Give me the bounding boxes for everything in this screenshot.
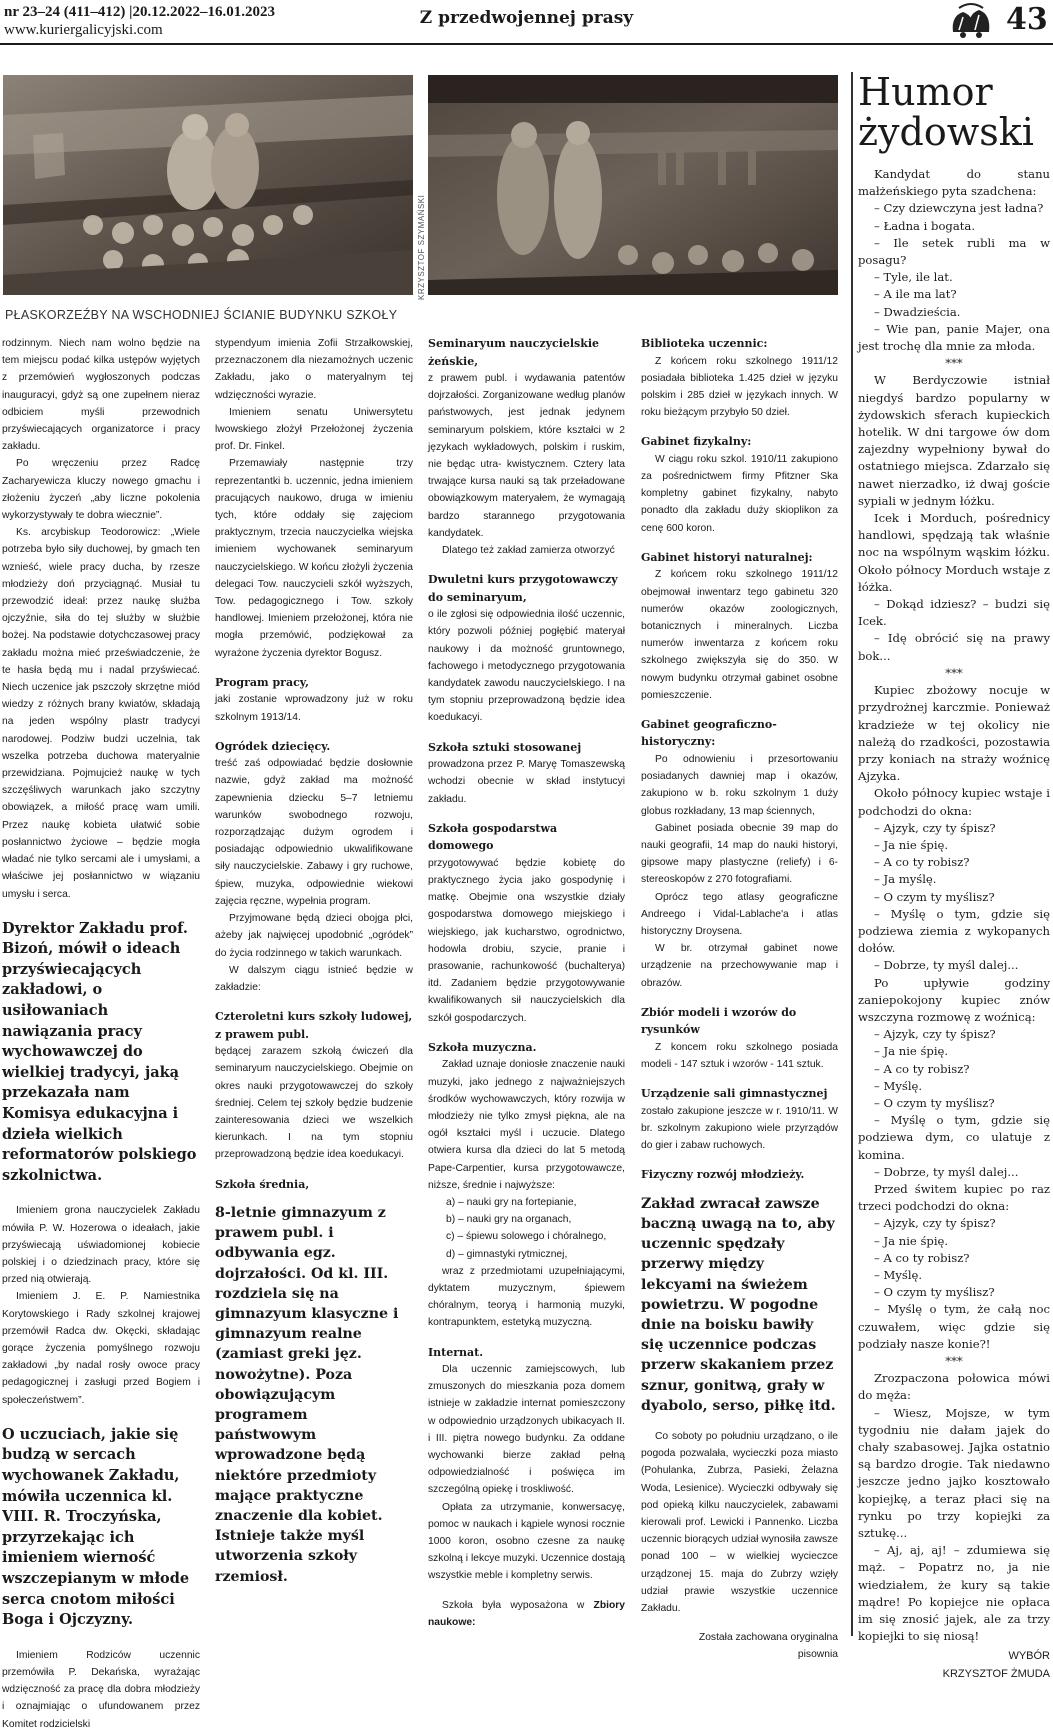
section-heading: Zbiór modeli i wzorów do rysunków: [641, 1005, 797, 1037]
website-link[interactable]: www.kuriergalicyjski.com: [4, 22, 163, 38]
dialogue-line: – Dokąd idziesz? – budzi się Icek.: [858, 597, 1050, 629]
paragraph: jaki zostanie wprowadzony już w roku szkolnym 1913/14.: [215, 694, 413, 723]
dialogue-line: – Ile setek rubli ma w posagu?: [858, 235, 1050, 268]
section-heading: Gabinet historyi naturalnej:: [641, 550, 813, 564]
joke-separator: ***: [945, 665, 963, 680]
dialogue-line: – Dobrze, ty myśl dalej...: [874, 958, 1019, 973]
pull-quote: O uczuciach, jakie się budzą w sercach wychowanek Zakładu, mówiła uczennica kl. VIII. R. Troczyńska, przyrzekając ich imieniem wierność wszczepianym w młode serca cnotom miłości Boga i Ojczyzny.: [2, 1425, 190, 1629]
paragraph: treść zaś odpowiadać będzie dosłownie nazwie, gdyż zakład ma możność zapewnienia dziecku 5–7 letniemu warunków swobodnego rozwoju, rozporządzając dużym ogrodem i posiadając odpowiednio ukwalifikowane siły nauczycielskie. Zabawy i gry ruchowe, śpiew, muzyka, odpowiednie wiekowi zajęcia ręczne, wypełnia program.: [215, 758, 413, 907]
bold-run: Zbiory naukowe:: [428, 1599, 625, 1628]
section-heading: Biblioteka uczennic:: [641, 337, 768, 350]
section-heading: Internat.: [428, 1345, 484, 1359]
spacer: [428, 1585, 625, 1597]
dialogue-line: – A co ty robisz?: [874, 1061, 970, 1076]
dialogue-line: – Myślę.: [874, 1268, 923, 1282]
photo-bas-relief-right: [428, 75, 838, 295]
dialogue-line: – A ile ma lat?: [874, 287, 957, 302]
paragraph: będącej zarazem szkołą ćwiczeń dla seminaryum nauczycielskiego. Obejmie on okres nauki przygotowawczej do szkoły średniej. Celem tej szkoły będzie budzenie zainteresowania dzieci we wszelkich kierunkach. I na tym stopniu przeprowadzoną będzie idea koedukacyi.: [215, 1046, 413, 1161]
paragraph: Przyjmowane będą dzieci obojga płci, ażeby jak najwięcej upodobnić „ogródek” do życia rodzinnego w takich warunkach.: [215, 913, 413, 959]
dialogue-line: – Czy dziewczyna jest ładna?: [874, 201, 1044, 216]
section-heading: Szkoła gospodarstwa domowego: [428, 821, 558, 853]
list-item: d) – gimnastyki rytmicznej,: [446, 1248, 568, 1260]
section-heading: Czteroletni kurs szkoły ludowej, z prawem publ.: [215, 1010, 413, 1041]
paragraph: o ile zgłosi się odpowiednia ilość uczennic, który pozwoli później pogłębić materyał naukowy i da możność gruntownego, fachowego i metodycznego przygotowania kandydatek zawodu nauczycielskiego. I na tym stopniu przeprowadzoną będzie idea koedukacyi.: [428, 609, 625, 724]
paragraph: Imieniem grona nauczycielek Zakładu mówiła P. W. Hozerowa o ideałach, jakie przyświecają uświadomionej kobiecie polskiej i o dziedzinach pracy, które się przed nią otwierają.: [2, 1205, 200, 1286]
photo-credit: KRZYSZTOF SZYMAŃSKI: [417, 194, 426, 300]
paragraph: Z koncem roku szkolnego posiada modeli - 147 sztuk i wzorów - 141 sztuk.: [641, 1041, 838, 1070]
dialogue-line: – Dobrze, ty myśl dalej...: [874, 1164, 1019, 1179]
section-heading: Fizyczny rozwój młodzieży.: [641, 1168, 805, 1182]
paragraph: Dlatego też zakład zamierza otworzyć: [442, 545, 615, 557]
section-heading: Urządzenie sali gimnastycznej: [641, 1087, 828, 1101]
dialogue-line: – A co ty robisz?: [874, 1250, 970, 1265]
joke-paragraph: W Berdyczowie istniał niegdyś bardzo popularny w żydowskich sferach kupieckich hotelik. W dni targowe ów dom zajezdny wypełniony bywał do ostatniego miejsca. Zdarzało się nawet nierzadko, iż dwaj goście sypiali w jednym łóżku.: [858, 373, 1050, 508]
dialogue-line: – Ajzyk, czy ty śpisz?: [874, 1027, 996, 1042]
paragraph: wraz z przedmiotami uzupełniającymi, dyktatem muzycznym, śpiewem chóralnym, teoryą i harmonią muzyki, kontrapunktem, estetyką muzyczną.: [428, 1265, 625, 1329]
list-item: c) – śpiewu solowego i chóralnego,: [446, 1231, 607, 1243]
dialogue-line: – Tyle, ile lat.: [874, 270, 953, 285]
section-heading: Seminaryum nauczycielskie żeńskie,: [428, 337, 600, 368]
paragraph: Co soboty po południu urządzano, o ile pogoda pozwalała, wycieczki poza miasto (Pohulanka, Zubrza, Pasieki, Żelazna Woda, Lesienice). Wycieczki odbywały się pod opieką kilku nauczycielek, zabawami kierowali prof. Lewicki i Pannenko. Liczba uczennic biorących udział wynosiła zawsze ponad 100 – w wielkiej wycieczce urządzonej 15. maja do Zubrzy wzięły udział prawie wszystkie uczennice Zakładu.: [641, 1431, 838, 1615]
humor-title-line: żydowski: [858, 110, 1034, 154]
paragraph: Gabinet posiada obecnie 39 map do nauki geografii, 14 map do nauki historyi, gipsowe mapy plastyczne (reliefy) i 6-stereoskopów z 270 fotografiami.: [641, 822, 838, 886]
paragraph: rodzinnym. Niech nam wolno będzie na tem miejscu podać kilka ustępów wyjętych z przemówień wygłoszonych podczas inauguracyi, gdyż są one zupełnem nieraz odbiciem myśli przewodnich przyświecających organizatorce i pracy zakładu.: [2, 338, 200, 453]
humor-lines: [858, 166, 1050, 1645]
text-run: Szkoła była wyposażona w: [442, 1599, 594, 1611]
paragraph: stypendyum imienia Zofii Strzałkowskiej, przeznaczonem dla niezamożnych uczenic Zakładu, jako o materyalnym tej wdzięczności wyrazie.: [215, 338, 413, 401]
paragraph: Przemawiały następnie trzy reprezentantki b. uczennic, jedna imieniem pracujących naukowo, druga w imieniu tych, które oddały się zajęciom praktycznym, trzecia nauczycielka wiejska imieniem wychowanek seminaryum nauczycielskiego. W końcu złożyli życzenia delegaci Tow. nauczycieli szkół wyższych, Tow. pedagogicznego i Tow. szkoły handlowej. Imieniem przełożonej, która nie mogła przemówić, podziękował za wyrażone życzenia dyrektor Bogusz.: [215, 458, 413, 659]
dialogue-line: – Myślę.: [874, 1078, 923, 1093]
section-heading: Szkoła muzyczna.: [428, 1040, 537, 1054]
humor-column-divider: [851, 72, 853, 1636]
dialogue-line: – A co ty robisz?: [874, 855, 970, 870]
pull-quote: Zakład zwracał zawsze baczną uwagą na to, aby uczennic spędzały przerwy między lekcyami na świeżem powietrzu. W pogodne dnie na boisku bawiły się uczennice podczas przerw skakaniem przez sznur, gonitwą, grały w dyabolo, serso, piłkę itd.: [641, 1195, 836, 1414]
paragraph: Imieniem Rodziców uczennic przemówiła P. Dekańska, wyrażając wdzięczność za pracę dla dobra młodzieży i oznajmiając o ufundowanem przez Komitet rodzicielski: [2, 1649, 200, 1730]
bas-relief-right-image: [428, 75, 838, 295]
article-column-4: [641, 335, 838, 1661]
page-number: 43: [1006, 2, 1048, 37]
joke-separator: ***: [945, 1354, 963, 1369]
joke-paragraph: Przed świtem kupiec po raz trzeci podchodzi do okna:: [858, 1181, 1050, 1214]
section-heading: Ogródek dziecięcy.: [215, 739, 331, 753]
dialogue-line: – O czym ty myślisz?: [874, 1095, 995, 1110]
header-divider: [0, 43, 1053, 45]
section-heading: Szkoła średnia,: [215, 1177, 310, 1191]
article-column-2: [215, 335, 413, 1635]
joke-separator: ***: [945, 356, 963, 371]
paragraph: Po wręczeniu przez Radcę Zacharyewicza kluczy nowego gmachu i złożeniu życzeń „aby liczne pokolenia wykorzystywały te dobra wiecznie”.: [2, 458, 200, 522]
dialogue-line: – Ja myślę.: [874, 872, 937, 887]
signature-selection: WYBÓR: [1008, 1650, 1050, 1663]
joke-paragraph: Kupiec zbożowy nocuje w przydrożnej karczmie. Ponieważ kradzieże w tej okolicy nie należą do rzadkości, pozostawia przy koniach na straży woźnicę Ajzyka.: [858, 683, 1050, 784]
dialogue-line: – Ja nie śpię.: [874, 1233, 949, 1248]
paragraph: Imieniem senatu Uniwersytetu lwowskiego złożył Przełożonej życzenia prof. Dr. Finkel.: [215, 406, 413, 453]
dialogue-line: – Ja nie śpię.: [874, 1044, 949, 1059]
dialogue-line: – Aj, aj, aj! – zdumiewa się mąż. – Popatrz no, ja nie wiedziałem, że kury są takie mądre! Po kopiejce nie opłaca im się znosić jajek, ale za trzy kopiejki to się niosą!: [858, 1543, 1050, 1644]
issue-line: nr 23–24 (411–412) |20.12.2022–16.01.2023: [4, 4, 275, 20]
section-heading: Dwuletni kurs przygotowawczy do seminaryum,: [428, 573, 618, 604]
section-heading: Gabinet geograficzno-historyczny:: [641, 717, 777, 749]
spacer: [641, 1617, 838, 1629]
paragraph: Oprócz tego atlasy geograficzne Andreego i Vidal-Lablache'a i atlas historyczny Droysena.: [641, 891, 838, 937]
section-title: Z przedwojennej prasy: [419, 8, 634, 28]
paragraph: W br. otrzymał gabinet nowe urządzenie na przechowywanie map i obrazów.: [641, 943, 838, 989]
paragraph: [428, 1597, 625, 1631]
humor-title-line: Humor: [858, 70, 993, 114]
paragraph: W dalszym ciągu istnieć będzie w zakładzie:: [215, 964, 413, 993]
paragraph: Z końcem roku szkolnego 1911/12 posiadała biblioteka 1.425 dzieł w języku polskim i 285 dzieł w językach innych. W roku bieżącym przybyło 50 dzieł.: [641, 355, 838, 419]
photo-caption: PŁASKORZEŹBY NA WSCHODNIEJ ŚCIANIE BUDYNKU SZKOŁY: [5, 308, 398, 322]
section-heading: Program pracy,: [215, 675, 309, 689]
paragraph: Po odnowieniu i przesortowaniu posiadanych dawniej map i okazów, zakupiono w b. roku szkolnym 1 duży globus rozkładany, 13 map ściennych,: [641, 753, 838, 817]
list-item: b) – nauki gry na organach,: [446, 1214, 572, 1226]
dialogue-line: – O czym ty myślisz?: [874, 1285, 995, 1300]
dialogue-line: – Ajzyk, czy ty śpisz?: [874, 820, 996, 835]
paragraph: przygotowywać będzie kobietę do praktycznego życia jako gospodynię i matkę. Obejmie ona wszystkie działy gospodarstwa domowego miejskiego i wiejskiego, jak kucharstwo, ogrodnictwo, hodowla drobiu, szycie, pranie i prasowanie, rachunkowość (buchalterya) itd. Zadaniem będzie przygotowywanie kwalifikowanych sił nauczycielskich dla szkół gospodarczych.: [428, 857, 625, 1024]
photo-bas-relief-left: [3, 75, 413, 295]
dialogue-line: – Myślę o tym, że całą noc czuwałem, więc gdzie się podziały nasze konie?!: [858, 1302, 1050, 1351]
dialogue-line: – Myślę o tym, gdzie się podziewa dym, co ulatuje z komina.: [858, 1113, 1050, 1162]
joke-paragraph: Po upływie godziny zaniepokojony kupiec znów wszczyna rozmowę z woźnicą:: [858, 975, 1050, 1024]
dialogue-line: – Myślę o tym, gdzie się podziewa ziemia z wykopanych dołów.: [858, 906, 1050, 956]
joke-paragraph: Około północy kupiec wstaje i podchodzi do okna:: [858, 786, 1050, 818]
signature-author: KRZYSZTOF ŻMUDA: [942, 1668, 1050, 1681]
joke-paragraph: Zrozpaczona połowica mówi do męża:: [858, 1371, 1050, 1403]
section-heading: Gabinet fizykalny:: [641, 435, 752, 449]
paragraph: W ciągu roku szkol. 1910/11 zakupiono za pośrednictwem firmy Pfitzner Ska kompletny gabinet fizykalny, nabyto ponadto dla zakładu duży skioplikon za cenę 600 koron.: [641, 453, 838, 534]
paragraph: Imieniem J. E. P. Namiestnika Korytowskiego i Rady szkolnej krajowej przemówił Radca dw. Okęcki, składając gorące życzenia pomyślnego rozwoju zakładowi „by nadal rosły owoce pracy pedagogicznej i zasługi przed Bogiem i społeczeństwem”.: [2, 1291, 200, 1406]
paragraph: Z końcem roku szkolnego 1911/12 obejmował inwentarz tego gabinetu 320 numerów okazów zoologicznych, botanicznych i mineralnych. Liczba numerów inwentarza z końcem roku szkolnego zwiększyła się do 350. W nowym budynku otrzymał gabinet osobne pomieszczenie.: [641, 569, 838, 701]
paragraph: prowadzona przez P. Maryę Tomaszewską wchodzi obecnie w skład instytucyi zakładu.: [428, 759, 625, 805]
paragraph: Opłata za utrzymanie, konwersacyę, pomoc w naukach i kąpiele wynosi rocznie 1000 koron, osobno czesne za naukę szkolną i lekcye muzyki. Uczennice dostają wszystkie meble i kompletny serwis.: [428, 1501, 625, 1582]
joke-paragraph: Icek i Morduch, pośrednicy handlowi, spędzają tak właśnie noc na wspólnym wąskim łóżku. Około północy Morduch wstaje z łóżka.: [858, 511, 1050, 594]
humor-title: [858, 72, 1053, 152]
joke-paragraph: Kandydat do stanu małżeńskiego pyta szadchena:: [858, 167, 1050, 199]
pull-quote: Dyrektor Zakładu prof. Bizoń, mówił o ideach przyświecających zakładowi, o usiłowaniach nawiązania pracy wychowawczej do wielkiej tradycyi, jaką przekazała nam Komisya edukacyjna i dzieła wielkich reformatorów polskiego szkolnictwa.: [2, 919, 197, 1184]
dialogue-line: – Ajzyk, czy ty śpisz?: [874, 1216, 996, 1231]
paragraph: zostało zakupione jeszcze w r. 1910/11. W br. szkolnym zakupiono wiele przyrządów do gier i zabaw ruchowych.: [641, 1105, 838, 1152]
dialogue-line: – Idę obrócić się na prawy bok...: [858, 631, 1050, 663]
article-column-3: [428, 335, 625, 1635]
paragraph: Ks. arcybiskup Teodorowicz: „Wiele potrzeba było siły duchowej, by gmach ten wznieść, wiele pracy ducha, by rzesze młodzieży doń przyciągnąć. Musiał tu przewodzić ideał: przez naukę służba ojczyźnie, siła do tej służby w służbie bożej. Na podstawie dotychczasowej pracy zakładu można mieć przeświadczenie, że te hasła będą mu i nadal przyświecać. Niech uczenice jak pszczoły skrzętne miód wiedzy z różnych brany kwiatów, składają na jeden wspólny plastr tradycyi narodowej. Podziw budzi uczelnia, tak wszelka potrzeba duchowa materyalnie przewidziana. Pojmujcież naukę w tych szczęśliwych warunkach jako szczytny obowiązek, a miłość pracę wam umili. Przez naukę kobieta ułatwić sobie posłannictwo życiowe – będzie mogła władać nie tylko sercami ale i umysłami, a właściwe jej posłannictwo w wiązaniu umysłu i serca.: [2, 527, 200, 900]
paragraph: Dla uczennic zamiejscowych, lub zmuszonych do mieszkania poza domem istnieje w zakładzie internat pomieszczony w odpowiednio urządzonych ubikacyach II. i III. piętra nowego budynku. Za oddane wychowanki bierze zakład pełną odpowiedzialność i poświęca im szczególną opiekę i troskliwość.: [428, 1364, 625, 1496]
dialogue-line: – Dwadzieścia.: [874, 304, 961, 319]
bas-relief-left-image: [3, 75, 413, 295]
orthography-note: Została zachowana oryginalna: [698, 1632, 838, 1644]
article-column-1: [2, 335, 200, 1730]
paragraph: z prawem publ. i wydawania patentów dojrzałości. Zorganizowane według planów państwowych, jest jednak jedynem seminaryum polskiem, które kształci w 2 językach wykładowych, polskim i ruskim, nie będąc utra- kwistycznem. Cztery lata trwające kursa nauki są tak przeładowane obowiązkowym materyałem, że wymagają bardzo starannego przygotowania kandydatek.: [428, 373, 625, 539]
bells-icon: [945, 2, 997, 40]
dialogue-line: – O czym ty myślisz?: [874, 889, 995, 904]
dialogue-line: – Wie pan, panie Majer, ona jest trochę dla mnie za młoda.: [858, 321, 1050, 354]
humor-body: [858, 166, 1050, 1681]
pull-quote: 8-letnie gimnazyum z prawem publ. i odbywania egz. dojrzałości. Od kl. III. rozdziela się na gimnazyum klasyczne i gimnazyum realne (zamiast greki jęz. nowożytne). Poza obowiązującym programem państwowym wprowadzone będą niektóre przedmioty mające praktyczne znaczenie dla kobiet. Istnieje także myśl utworzenia szkoły rzemiosł.: [215, 1205, 399, 1585]
orthography-note: pisownia: [797, 1649, 838, 1661]
dialogue-line: – Ja nie śpię.: [874, 837, 949, 852]
section-heading: Szkoła sztuki stosowanej: [428, 740, 582, 754]
dialogue-line: – Wiesz, Mojsze, w tym tygodniu nie dałam jajek do chały szabasowej. Jajka ostatnio są bardzo drogie. Tak niedawno jeszcze jedno jajko kosztowało kopiejkę, a teraz płaci się na rynku po trzy kopiejki za sztukę...: [858, 1405, 1050, 1541]
dialogue-line: – Ładna i bogata.: [874, 218, 976, 233]
paragraph: Zakład uznaje doniosłe znaczenie nauki muzyki, jako jednego z najważniejszych środków wychowawczych, który rozwija w młodzieży nie tylko zmysł piękna, ale na ogół kształci myśl i uczucie. Dlatego otwiera kursa dla dzieci do lat 5 metodą Pape-Carpentier, kursa przygotowawcze, niższe, średnie i najwyższe:: [428, 1059, 625, 1191]
list-item: a) – nauki gry na fortepianie,: [446, 1196, 577, 1208]
